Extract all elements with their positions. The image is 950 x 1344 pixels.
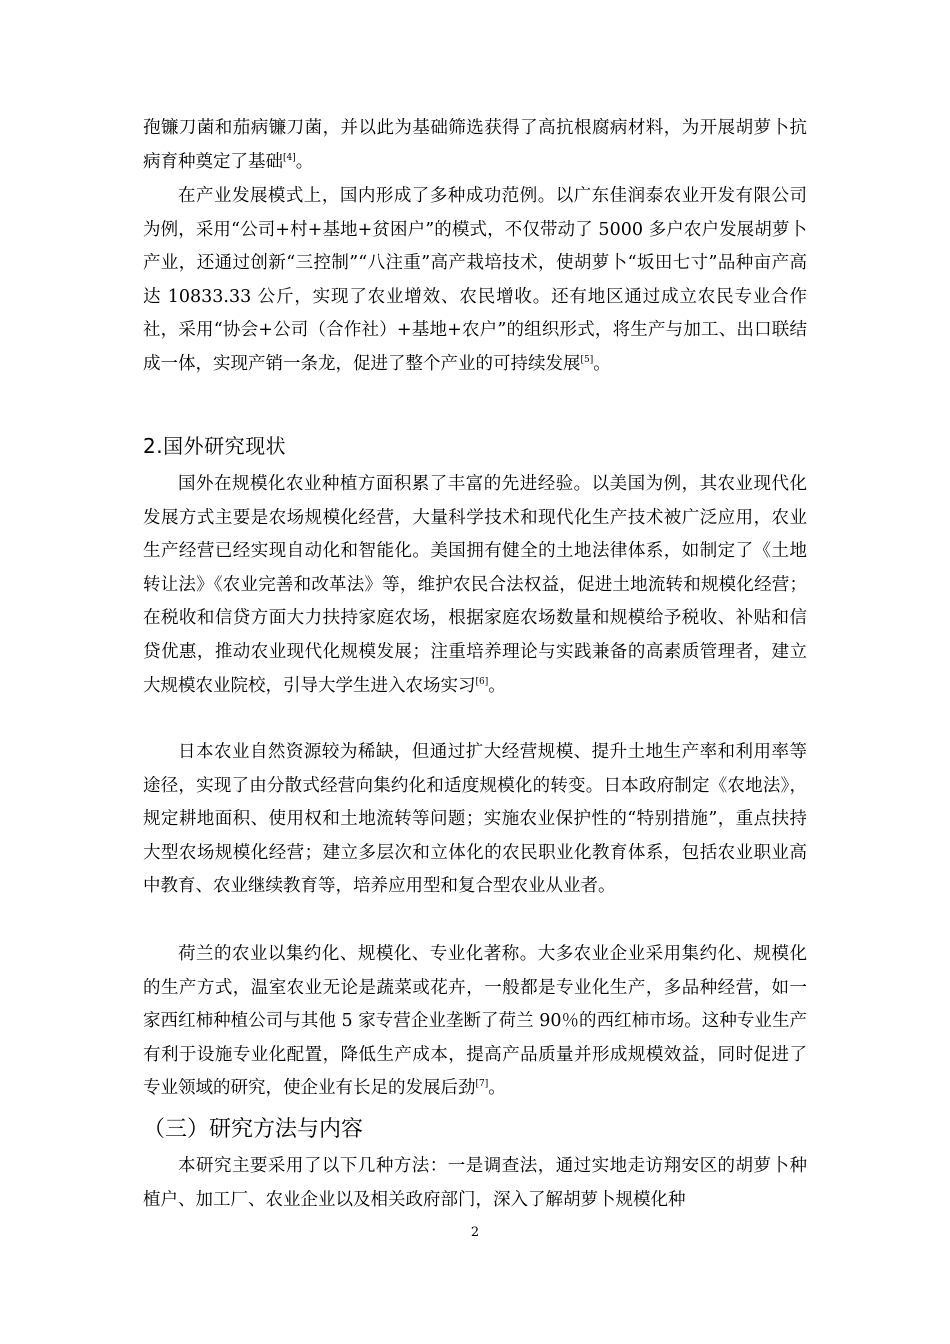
paragraph-methods: 本研究主要采用了以下几种方法：一是调查法，通过实地走访翔安区的胡萝卜种植户、加工厂、农业企业以及相关政府部门，深入了解胡萝卜规模化种 (143, 1156, 807, 1210)
citation-7: [7] (475, 1079, 489, 1090)
paragraph-domestic-breeding: 孢镰刀菌和茄病镰刀菌，并以此为基础筛选获得了高抗根腐病材料，为开展胡萝卜抗病育种奠定了基础[4]。 (143, 118, 807, 172)
paragraph-netherlands: 荷兰的农业以集约化、规模化、专业化著称。大多农业企业采用集约化、规模化的生产方式，温室农业无论是蔬菜或花卉，一般都是专业化生产，多品种经营，如一家西红柿种植公司与其他 5 家专营企业垄断了荷兰 90％的西红柿市场。这种专业生产有利于设施专业化配置，降低生产成本，提高产品质量并形成规模效益，同时促进了专业领域的研究，使企业有长足的发展后劲[7]。 (143, 944, 807, 1099)
citation-5: [5] (580, 355, 594, 366)
page-number: 2 (470, 1225, 480, 1240)
heading-research-methods: （三）研究方法与内容 (143, 1117, 364, 1142)
paragraph-usa: 国外在规模化农业种植方面积累了丰富的先进经验。以美国为例，其农业现代化发展方式主要是农场规模化经营，大量科学技术和现代化生产技术被广泛应用，农业生产经营已经实现自动化和智能化。美国拥有健全的土地法律体系，如制定了《土地转让法》《农业完善和改革法》等，维护农民合法权益，促进土地流转和规模化经营；在税收和信贷方面大力扶持家庭农场，根据家庭农场数量和规模给予税收、补贴和信贷优惠，推动农业现代化规模发展；注重培养理论与实践兼备的高素质管理者，建立大规模农业院校，引导大学生进入农场实习[6]。 (143, 474, 807, 696)
citation-6: [6] (475, 676, 489, 687)
paragraph-industry-models: 在产业发展模式上，国内形成了多种成功范例。以广东佳润泰农业开发有限公司为例，采用“公司+村+基地+贫困户”的模式，不仅带动了 5000 多户农户发展胡萝卜产业，还通过创新“三控制”“八注重”高产栽培技术，使胡萝卜“坂田七寸”品种亩产高达 10833.33 公斤，实现了农业增效、农民增收。还有地区通过成立农民专业合作社，采用“协会+公司（合作社）+基地+农户”的组织形式，将生产与加工、出口联结成一体，实现产销一条龙，促进了整个产业的可持续发展[5]。 (143, 186, 807, 374)
paragraph-japan: 日本农业自然资源较为稀缺，但通过扩大经营规模、提升土地生产率和利用率等途径，实现了由分散式经营向集约化和适度规模化的转变。日本政府制定《农地法》，规定耕地面积、使用权和土地流转等问题；实施农业保护性的“特别措施”，重点扶持大型农场规模化经营；建立多层次和立体化的农民职业化教育体系，包括农业职业高中教育、农业继续教育等，培养应用型和复合型农业从业者。 (143, 742, 807, 897)
heading-foreign-research: 2.国外研究现状 (143, 434, 287, 458)
citation-4: [4] (283, 152, 296, 163)
